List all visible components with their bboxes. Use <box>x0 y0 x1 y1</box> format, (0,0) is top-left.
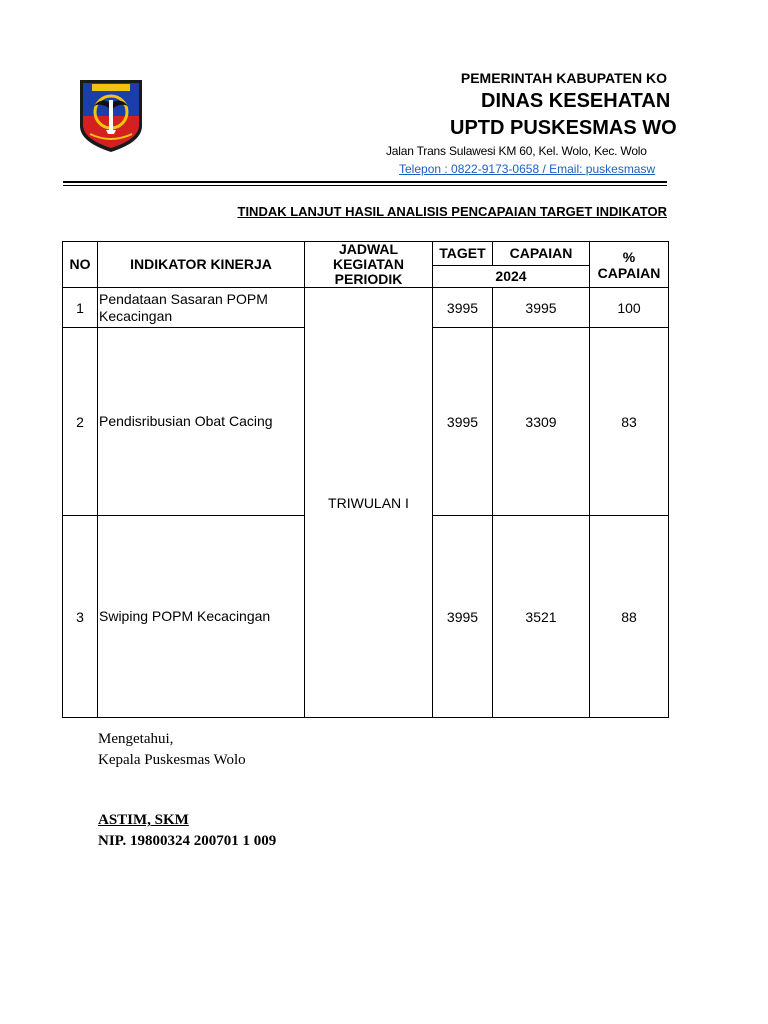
row-indicator: Pendisribusian Obat Cacing <box>98 328 305 516</box>
contact-link[interactable]: Telepon : 0822-9173-0658 / Email: puskesmasw <box>399 162 656 176</box>
unit-name: UPTD PUSKESMAS WO <box>450 117 677 139</box>
header-no: NO <box>63 242 98 288</box>
acknowledged-label: Mengetahui, <box>98 731 174 747</box>
row-achievement: 3995 <box>493 288 590 328</box>
header-achievement: CAPAIAN <box>493 242 590 266</box>
row-achievement: 3521 <box>493 516 590 718</box>
government-name: PEMERINTAH KABUPATEN KO <box>460 70 667 86</box>
header-divider-thin <box>63 185 667 186</box>
row-target: 3995 <box>433 288 493 328</box>
schedule-cell: TRIWULAN I <box>305 288 433 718</box>
header-indicator: INDIKATOR KINERJA <box>98 242 305 288</box>
row-percent: 88 <box>590 516 669 718</box>
header-divider-thick <box>63 181 667 183</box>
row-achievement: 3309 <box>493 328 590 516</box>
header-year: 2024 <box>433 266 590 288</box>
row-no: 1 <box>63 288 98 328</box>
regency-emblem-icon <box>76 76 146 154</box>
signer-nip: NIP. 19800324 200701 1 009 <box>98 833 277 849</box>
signer-role: Kepala Puskesmas Wolo <box>98 752 246 768</box>
header-target: TAGET <box>433 242 493 266</box>
row-indicator: Swiping POPM Kecacingan <box>98 516 305 718</box>
row-percent: 83 <box>590 328 669 516</box>
indicator-table <box>62 241 669 718</box>
table-row <box>63 288 669 328</box>
row-no: 3 <box>63 516 98 718</box>
document-title: TINDAK LANJUT HASIL ANALISIS PENCAPAIAN TARGET INDIKATOR <box>237 204 667 219</box>
row-percent: 100 <box>590 288 669 328</box>
row-target: 3995 <box>433 328 493 516</box>
row-indicator: Pendataan Sasaran POPM Kecacingan <box>98 288 305 328</box>
signer-name: ASTIM, SKM <box>98 812 189 828</box>
row-target: 3995 <box>433 516 493 718</box>
row-no: 2 <box>63 328 98 516</box>
header-schedule: JADWAL KEGIATAN PERIODIK <box>305 242 433 288</box>
department-name: DINAS KESEHATAN <box>481 90 671 112</box>
header-percent: % CAPAIAN <box>590 242 669 288</box>
address-line: Jalan Trans Sulawesi KM 60, Kel. Wolo, Kec. Wolo <box>386 144 647 158</box>
